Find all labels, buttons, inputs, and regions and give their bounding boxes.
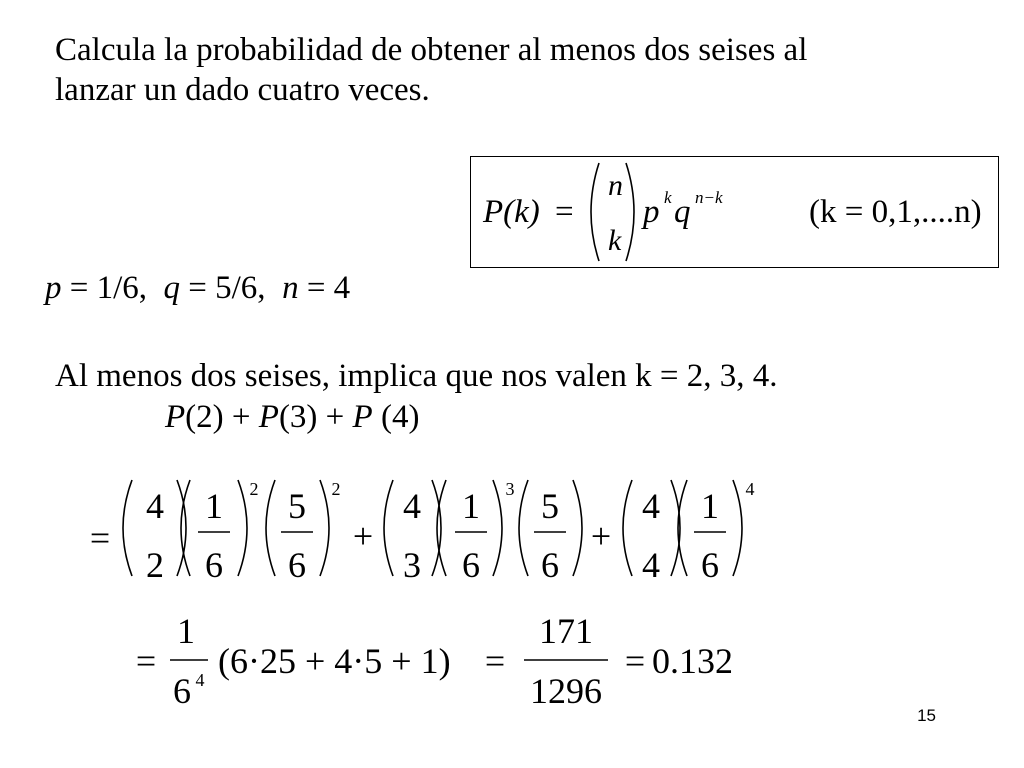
term2-frac2-den: 6	[541, 545, 559, 585]
term2-frac2-rparen	[573, 480, 582, 576]
formula-equals: =	[555, 194, 574, 230]
term3-exp1: 4	[745, 479, 755, 499]
term1-frac1-rparen	[238, 480, 247, 576]
result-frac1-den: 6	[173, 671, 191, 711]
term2-frac1-rparen	[493, 480, 502, 576]
binom-left-paren	[591, 163, 599, 261]
result-equals-1: =	[135, 641, 157, 681]
param-n: n	[282, 270, 299, 306]
term1-exp2: 2	[331, 479, 341, 499]
probability-sum	[165, 397, 419, 437]
term1-binom-n: 4	[146, 486, 164, 526]
term1-frac2-den: 6	[288, 545, 306, 585]
sum-P-2: P	[258, 399, 279, 435]
term1-exp1: 2	[249, 479, 259, 499]
term2-frac2-num: 5	[541, 486, 559, 526]
expansion-plus-1: +	[352, 516, 374, 556]
problem-line-2: lanzar un dado cuatro veces.	[55, 72, 430, 108]
term1-frac2-num: 5	[288, 486, 306, 526]
term2-binom-n: 4	[403, 486, 421, 526]
formula-binom-bottom: k	[608, 224, 622, 257]
problem-line-1: Calcula la probabilidad de obtener al menos dos seises al	[55, 32, 808, 68]
formula-p: p	[643, 194, 660, 230]
problem-statement	[55, 30, 807, 110]
formula-p-exp: k	[664, 188, 672, 207]
term2-frac1-num: 1	[462, 486, 480, 526]
term1-frac2-lparen	[266, 480, 275, 576]
at-least-two-statement: Al menos dos seises, implica que nos valen k = 2, 3, 4.	[55, 358, 778, 394]
term1-frac1-num: 1	[205, 486, 223, 526]
sum-P-1: P	[165, 399, 186, 435]
term2-binom-lparen	[384, 480, 393, 576]
parameters	[45, 268, 350, 308]
formula-q: q	[674, 194, 691, 230]
term3-frac1-rparen	[733, 480, 742, 576]
term2-exp1: 3	[505, 479, 515, 499]
result-equals-3: =	[624, 641, 646, 681]
param-q: q	[163, 270, 181, 306]
term3-frac1-den: 6	[701, 545, 719, 585]
formula-q-exp: n−k	[695, 188, 723, 207]
sum-term-3: (4)	[372, 399, 420, 435]
result-value: 0.132	[652, 641, 733, 681]
result-frac2-num: 171	[539, 611, 593, 651]
result-frac1-num: 1	[177, 611, 195, 651]
result-frac1-exp: 4	[195, 670, 205, 690]
term2-frac2-lparen	[519, 480, 528, 576]
param-p-value: = 1/6,	[69, 270, 148, 306]
result-equals-2: =	[484, 641, 506, 681]
binomial-expansion	[80, 470, 800, 595]
term1-binom-k: 2	[146, 545, 164, 585]
sum-term-2: (3) +	[278, 399, 353, 435]
term1-frac2-rparen	[320, 480, 329, 576]
binomial-formula	[471, 157, 998, 267]
param-n-value: = 4	[306, 270, 351, 306]
formula-lhs: P(k)	[483, 194, 540, 230]
expansion-plus-2: +	[590, 516, 612, 556]
result-parenthesis: (6·25 + 4·5 + 1)	[218, 641, 451, 681]
term2-frac1-den: 6	[462, 545, 480, 585]
term3-binom-k: 4	[642, 545, 660, 585]
binomial-formula-box	[470, 156, 999, 268]
sum-term-1: (2) +	[185, 399, 259, 435]
term2-binom-k: 3	[403, 545, 421, 585]
expansion-equals: =	[89, 518, 111, 558]
term1-frac1-den: 6	[205, 545, 223, 585]
formula-range: (k = 0,1,....n)	[809, 194, 982, 230]
sum-P-3: P	[352, 399, 373, 435]
term3-frac1-num: 1	[701, 486, 719, 526]
param-q-value: = 5/6,	[188, 270, 266, 306]
page-number: 15	[917, 706, 936, 725]
term3-binom-n: 4	[642, 486, 660, 526]
final-result	[120, 610, 780, 720]
result-frac2-den: 1296	[530, 671, 602, 711]
param-p: p	[45, 270, 62, 306]
formula-binom-top: n	[608, 169, 623, 202]
binom-right-paren	[626, 163, 634, 261]
term3-binom-lparen	[623, 480, 632, 576]
term1-binom-lparen	[123, 480, 132, 576]
